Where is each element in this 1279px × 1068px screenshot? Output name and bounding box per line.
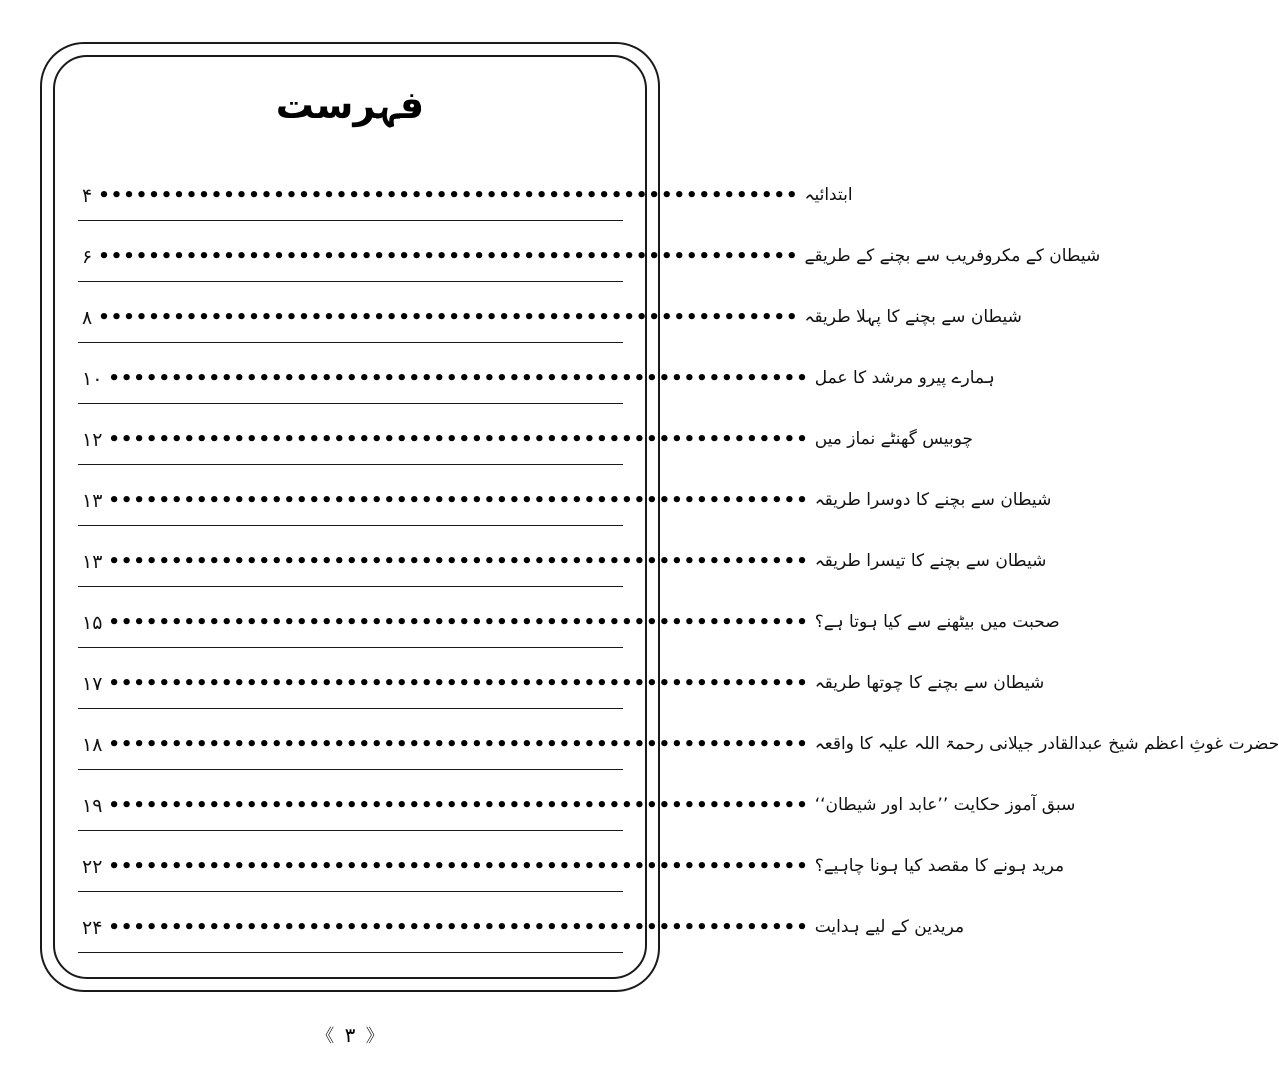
toc-title: ہمارے پیرو مرشد کا عمل [814, 368, 995, 388]
toc-title: شیطان سے بچنے کا چوتھا طریقہ [814, 673, 1045, 693]
toc-title: صحبت میں بیٹھنے سے کیا ہوتا ہے؟ [814, 612, 1060, 632]
ornamental-bracket-right: 》 [365, 1026, 384, 1047]
toc-leader-dots: •••••••••••••••••••••••••••••••••••••••••••••••••••••••• [108, 673, 809, 694]
toc-title: شیطان سے بچنے کا پہلا طریقہ [804, 307, 1022, 327]
toc-title: چوبیس گھنٹے نماز میں [814, 429, 974, 449]
ornamental-bracket-left: 《 [316, 1026, 335, 1047]
toc-title: ابتدائیہ [804, 185, 853, 205]
toc-page-number: ۴ [82, 185, 93, 207]
toc-entry-2[interactable] [78, 221, 1101, 282]
toc-title: حضرت غوثِ اعظم شیخ عبدالقادر جیلانی رحمۃ اللہ علیہ کا واقعہ [814, 734, 1279, 754]
toc-title: مریدین کے لیے ہدایت [814, 917, 965, 937]
toc-page-number: ۶ [82, 246, 93, 268]
toc-leader-dots: •••••••••••••••••••••••••••••••••••••••••••••••••••••••• [108, 612, 809, 633]
toc-page-number: ۱۸ [82, 734, 103, 756]
toc-leader-dots: •••••••••••••••••••••••••••••••••••••••••••••••••••••••• [108, 917, 809, 938]
toc-page-number: ۱۹ [82, 795, 103, 817]
toc-page-number: ۸ [82, 307, 93, 329]
toc-page-number: ۱۰ [82, 368, 103, 390]
toc-page-number: ۱۳ [82, 490, 103, 512]
toc-title: مرید ہونے کا مقصد کیا ہونا چاہیے؟ [814, 856, 1065, 876]
toc-entry-5[interactable] [78, 404, 974, 465]
toc-entry-7[interactable] [78, 526, 1047, 587]
toc-page-number: ۱۳ [82, 551, 103, 573]
toc-leader-dots: •••••••••••••••••••••••••••••••••••••••••••••••••••••••• [108, 856, 809, 877]
page-number-footer [0, 1020, 700, 1052]
toc-leader-dots: •••••••••••••••••••••••••••••••••••••••••••••••••••••••• [108, 795, 809, 816]
toc-entry-3[interactable] [78, 282, 1022, 343]
page-title: فہرست [275, 83, 425, 127]
toc-entry-8[interactable] [78, 587, 1060, 648]
toc-entry-11[interactable] [78, 770, 1076, 831]
toc-page-number: ۲۴ [82, 917, 103, 939]
toc-page-number: ۱۵ [82, 612, 103, 634]
toc-entry-9[interactable] [78, 648, 1045, 709]
toc-entry-12[interactable] [78, 831, 1065, 892]
toc-page-number: ۱۲ [82, 429, 103, 451]
toc-page-number: ۲۲ [82, 856, 103, 878]
toc-page-number: ۱۷ [82, 673, 103, 695]
toc-leader-dots: •••••••••••••••••••••••••••••••••••••••••••••••••••••••• [98, 307, 799, 328]
toc-entry-10[interactable] [78, 709, 1279, 770]
toc-title: شیطان کے مکروفریب سے بچنے کے طریقے [804, 246, 1101, 266]
toc-leader-dots: •••••••••••••••••••••••••••••••••••••••••••••••••••••••• [108, 734, 809, 755]
toc-leader-dots: •••••••••••••••••••••••••••••••••••••••••••••••••••••••• [108, 429, 809, 450]
toc-title: سبق آموز حکایت ’’عابد اور شیطان‘‘ [814, 795, 1076, 815]
toc-entry-4[interactable] [78, 343, 995, 404]
toc-entry-13[interactable] [78, 892, 965, 953]
toc-entry-1[interactable] [78, 160, 853, 221]
toc-leader-dots: •••••••••••••••••••••••••••••••••••••••••••••••••••••••• [108, 368, 809, 389]
toc-leader-dots: •••••••••••••••••••••••••••••••••••••••••••••••••••••••• [108, 551, 809, 572]
toc-title: شیطان سے بچنے کا تیسرا طریقہ [814, 551, 1047, 571]
toc-entry-6[interactable] [78, 465, 1052, 526]
page-number: ۳ [344, 1023, 356, 1047]
toc-title: شیطان سے بچنے کا دوسرا طریقہ [814, 490, 1052, 510]
toc-leader-dots: •••••••••••••••••••••••••••••••••••••••••••••••••••••••• [98, 185, 799, 206]
toc-leader-dots: •••••••••••••••••••••••••••••••••••••••••••••••••••••••• [108, 490, 809, 511]
toc-leader-dots: •••••••••••••••••••••••••••••••••••••••••••••••••••••••• [98, 246, 799, 267]
table-of-contents [78, 160, 1279, 953]
